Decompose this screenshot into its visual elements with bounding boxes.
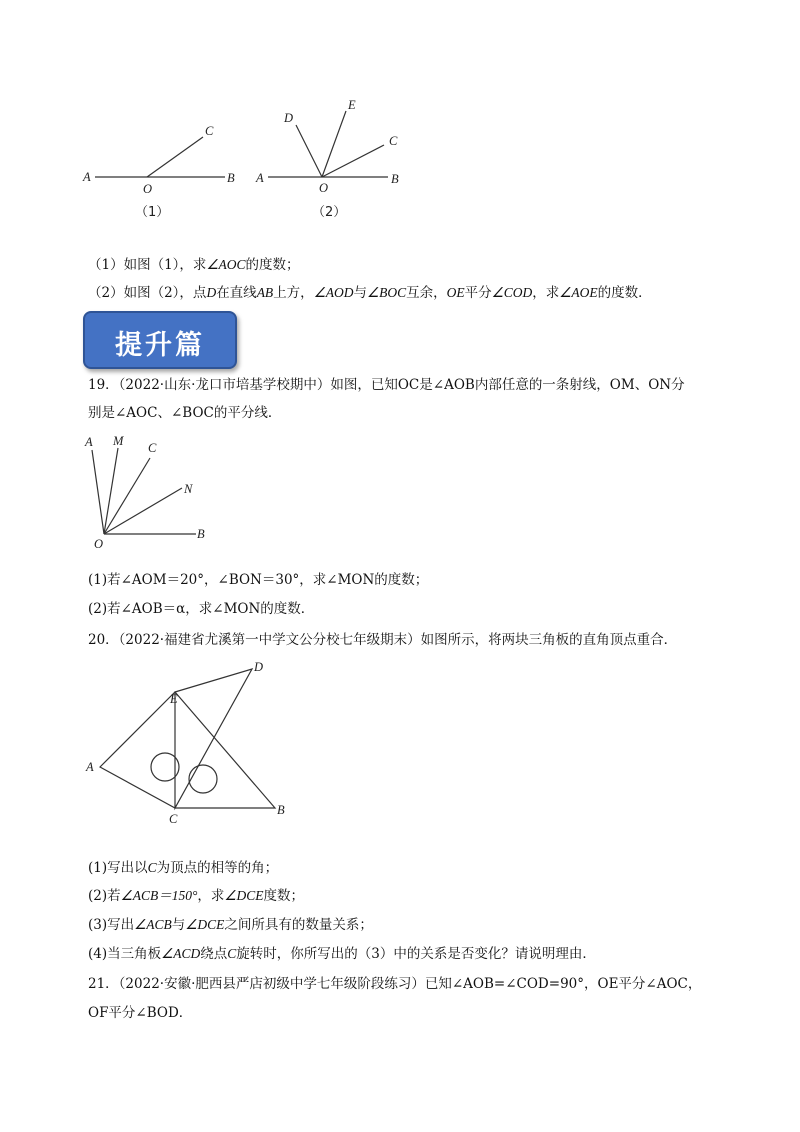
text: 互余， bbox=[406, 285, 447, 301]
angle-acd: ∠ACD bbox=[161, 946, 201, 961]
ray-oe: OE bbox=[446, 285, 465, 300]
text: 的度数； bbox=[245, 257, 300, 273]
angle-dce: ∠DCE bbox=[224, 888, 264, 903]
ray-oc bbox=[104, 458, 150, 534]
label-m: M bbox=[113, 434, 124, 448]
label-a: A bbox=[85, 435, 93, 449]
label-a: A bbox=[86, 760, 94, 774]
label-b: B bbox=[197, 527, 205, 541]
ray-om bbox=[104, 448, 118, 534]
point-d: D bbox=[206, 285, 217, 300]
label-c: C bbox=[148, 441, 157, 455]
label-o: O bbox=[143, 182, 153, 196]
triangle-acb bbox=[100, 692, 275, 808]
ray-od bbox=[296, 125, 322, 177]
text: 度数； bbox=[263, 888, 304, 904]
text: ，求 bbox=[197, 888, 225, 904]
figure-2-caption: （2） bbox=[312, 205, 347, 220]
label-d: D bbox=[254, 660, 264, 674]
text: 的度数． bbox=[597, 285, 652, 301]
point-c: C bbox=[147, 860, 157, 875]
angle-aoe: ∠AOE bbox=[559, 285, 598, 300]
q20-part3 bbox=[88, 916, 373, 934]
q19-stem-line2: 别是∠AOC、∠BOC的平分线． bbox=[88, 405, 282, 421]
text: (4)当三角板 bbox=[88, 946, 162, 962]
ray-oc bbox=[147, 137, 203, 177]
text: 为顶点的相等的角； bbox=[156, 860, 279, 876]
section-banner bbox=[83, 311, 237, 369]
ray-oa bbox=[92, 450, 104, 534]
label-o: O bbox=[319, 181, 329, 195]
angle-acb: ∠ACB bbox=[134, 917, 172, 932]
angle-acb-value: ∠ACB＝150° bbox=[120, 888, 198, 903]
text: 平分 bbox=[464, 285, 492, 301]
text: 之间所具有的数量关系； bbox=[224, 917, 373, 933]
label-d: D bbox=[284, 111, 294, 125]
text: (1)写出以 bbox=[88, 860, 148, 876]
figure-1-caption: （1） bbox=[135, 205, 170, 220]
ray-on bbox=[104, 488, 182, 534]
label-c: C bbox=[389, 134, 398, 148]
angle-aoc: ∠AOC bbox=[206, 257, 246, 272]
text: ，求 bbox=[532, 285, 560, 301]
label-o: O bbox=[94, 537, 104, 551]
hole-right bbox=[189, 765, 217, 793]
triangle-ecd bbox=[175, 669, 252, 808]
figure-q20 bbox=[80, 655, 295, 830]
angle-boc: ∠BOC bbox=[367, 285, 407, 300]
angle-cod: ∠COD bbox=[491, 285, 533, 300]
figure-2 bbox=[250, 95, 420, 225]
section-banner-label: 提升篇 bbox=[115, 330, 205, 361]
label-n: N bbox=[184, 482, 193, 496]
q18-part2 bbox=[88, 284, 652, 302]
text: (3)写出 bbox=[88, 917, 135, 933]
figure-1 bbox=[75, 115, 255, 225]
label-b: B bbox=[227, 171, 235, 185]
q20-part2 bbox=[88, 887, 304, 905]
text: 上方， bbox=[273, 285, 314, 301]
label-e: E bbox=[170, 692, 178, 706]
label-a: A bbox=[256, 171, 264, 185]
q20-part4 bbox=[88, 945, 596, 963]
point-c: C bbox=[227, 946, 237, 961]
label-a: A bbox=[83, 170, 91, 184]
label-b: B bbox=[391, 172, 399, 186]
angle-aod: ∠AOD bbox=[313, 285, 354, 300]
text: 在直线 bbox=[216, 285, 257, 301]
figure-q19 bbox=[80, 430, 230, 555]
text: 与 bbox=[353, 285, 368, 301]
q20-stem-line1: 20．（2022·福建省尤溪第一中学文公分校七年级期末）如图所示，将两块三角板的直角顶点重合． bbox=[88, 632, 678, 648]
text: (2)若 bbox=[88, 888, 121, 904]
label-c: C bbox=[169, 812, 178, 826]
q19-part2: (2)若∠AOB＝α，求∠MON的度数． bbox=[88, 601, 315, 617]
text: 旋转时，你所写出的（3）中的关系是否变化？请说明理由． bbox=[236, 946, 596, 962]
q21-stem-line1: 21．（2022·安徽·肥西县严店初级中学七年级阶段练习）已知∠AOB=∠COD=90°，OE平分∠AOC， bbox=[88, 976, 702, 992]
q19-stem-line1: 19．（2022·山东·龙口市培基学校期中）如图，已知OC是∠AOB内部任意的一条射线，OM、ON分 bbox=[88, 377, 685, 393]
label-b: B bbox=[277, 803, 285, 817]
line-ab: AB bbox=[256, 285, 274, 300]
text: 与 bbox=[171, 917, 186, 933]
angle-dce: ∠DCE bbox=[185, 917, 225, 932]
text: （2）如图（2），点 bbox=[88, 285, 207, 301]
q20-part1 bbox=[88, 859, 278, 877]
q21-stem-line2: OF平分∠BOD． bbox=[88, 1005, 193, 1021]
q19-part1: (1)若∠AOM＝20°，∠BON＝30°，求∠MON的度数； bbox=[88, 572, 429, 588]
label-c: C bbox=[205, 124, 214, 138]
q18-part1 bbox=[88, 256, 300, 274]
label-e: E bbox=[348, 98, 356, 112]
text: 绕点 bbox=[200, 946, 228, 962]
text: （1）如图（1），求 bbox=[88, 257, 207, 273]
